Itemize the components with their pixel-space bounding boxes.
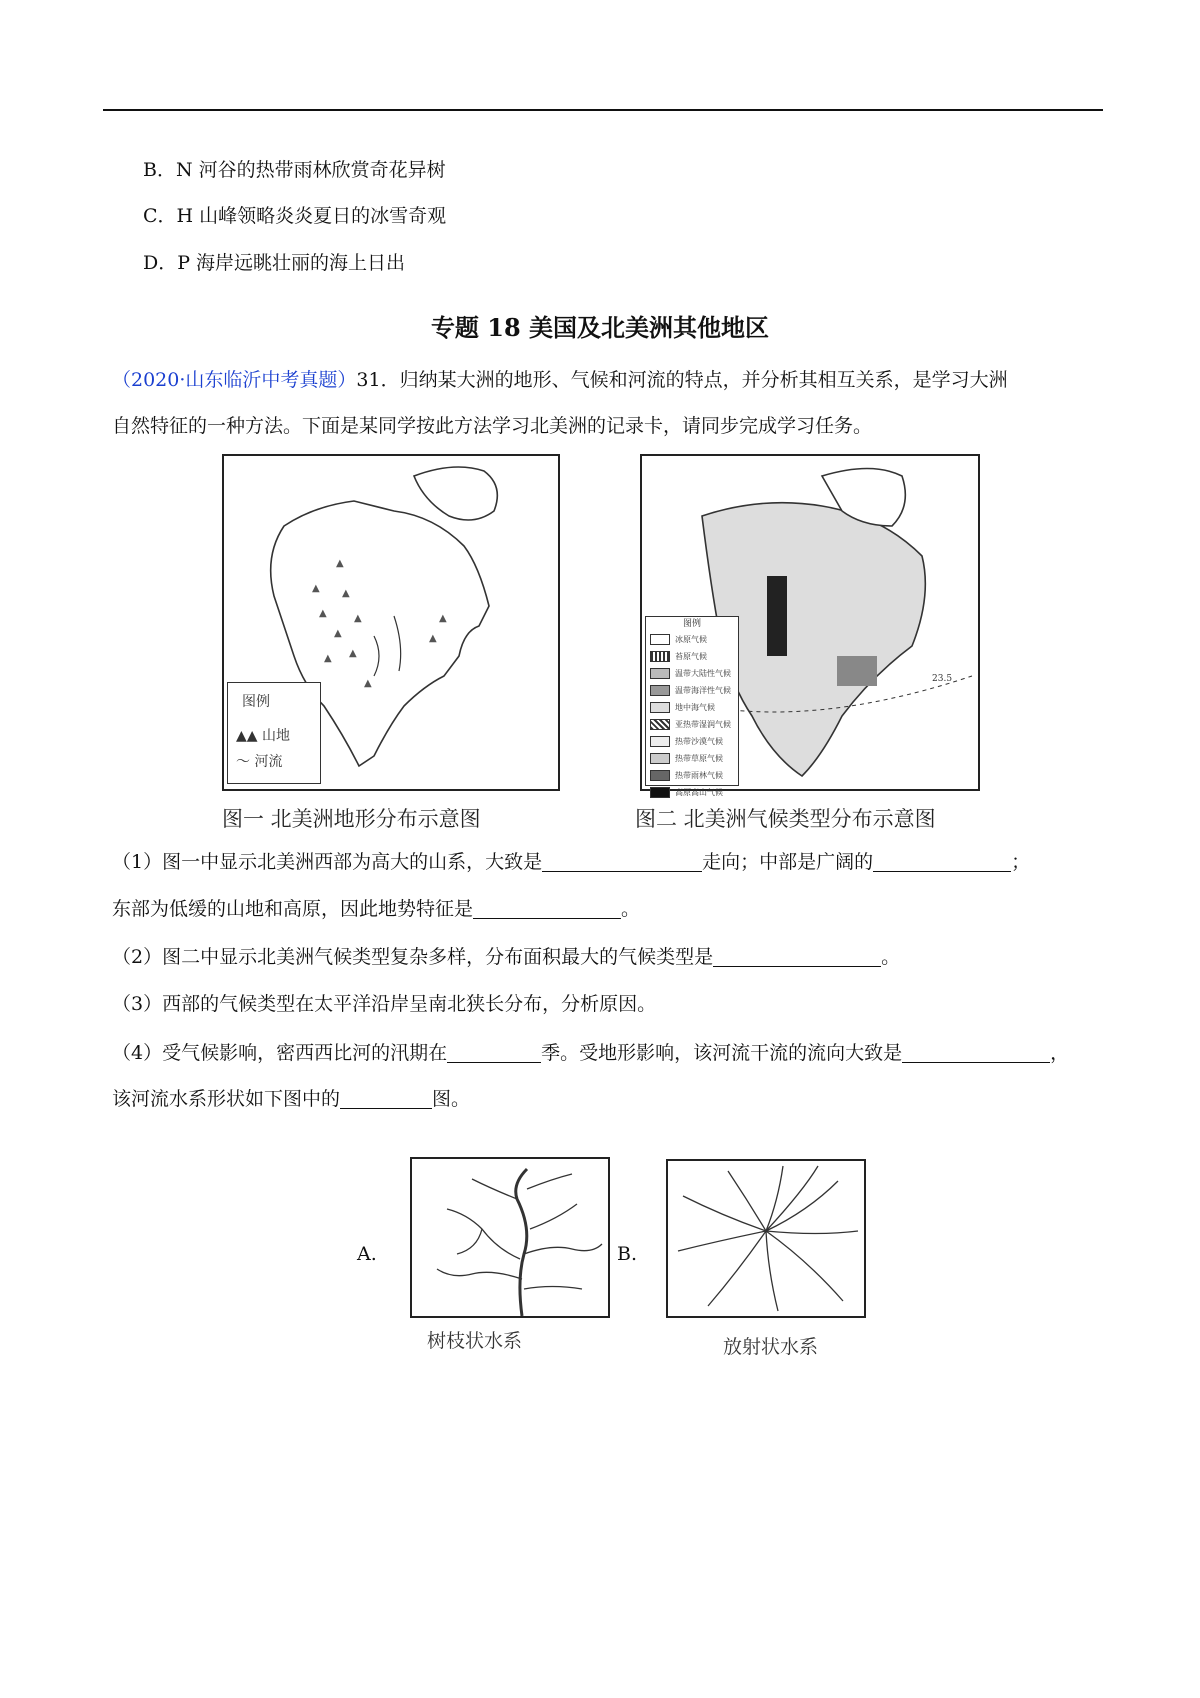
option-d: D．P 海岸远眺壮丽的海上日出 (143, 252, 406, 274)
option-a-caption: 树枝状水系 (427, 1330, 523, 1352)
legend-row (646, 699, 738, 716)
question-stem-1: 31．归纳某大洲的地形、气候和河流的特点，并分析其相互关系，是学习大洲 (356, 369, 1008, 391)
swatch (650, 770, 670, 781)
q1-text-b: 走向；中部是广阔的 (702, 851, 874, 873)
radial-drainage-icon (668, 1161, 864, 1316)
legend-row (646, 682, 738, 699)
svg-text:▲: ▲ (439, 613, 447, 624)
answer-blank[interactable] (542, 849, 702, 872)
dendritic-drainage-figure (410, 1157, 610, 1318)
climate-type: 高原高山气候 (675, 788, 723, 797)
legend-row (646, 750, 738, 767)
section-title: 专题 18 美国及北美洲其他地区 (430, 313, 770, 342)
swatch (650, 736, 670, 747)
question-source: （2020·山东临沂中考真题） (112, 369, 357, 391)
question-4-line2 (112, 1085, 470, 1113)
svg-text:▲: ▲ (349, 648, 357, 659)
figure2-legend-title: 图例 (682, 619, 701, 629)
climate-type: 苔原气候 (675, 652, 707, 661)
climate-type: 温带大陆性气候 (675, 669, 731, 678)
question-stem-2: 自然特征的一种方法。下面是某同学按此方法学习北美洲的记录卡，请同步完成学习任务。 (112, 415, 873, 437)
swatch (650, 753, 670, 764)
dendritic-drainage-icon (412, 1159, 608, 1316)
option-b-label: B. (617, 1243, 638, 1265)
swatch (650, 651, 670, 662)
legend-row (646, 716, 738, 733)
answer-blank[interactable] (873, 849, 1011, 872)
figure1-legend-title: 图例 (242, 694, 270, 710)
option-a-label: A. (357, 1243, 377, 1265)
q4-text-a: （4）受气候影响，密西西比河的汛期在 (112, 1042, 448, 1064)
answer-blank[interactable] (447, 1040, 541, 1063)
legend-row (646, 665, 738, 682)
svg-text:▲: ▲ (354, 613, 362, 624)
answer-blank[interactable] (340, 1086, 432, 1109)
svg-text:▲: ▲ (324, 653, 332, 664)
svg-text:▲: ▲ (312, 583, 320, 594)
svg-text:▲: ▲ (319, 608, 327, 619)
swatch (650, 668, 670, 679)
figure1-terrain-map (222, 454, 560, 791)
q4-text-e: 图。 (432, 1088, 471, 1110)
q4-text-b: 季。受地形影响，该河流干流的流向大致是 (541, 1042, 903, 1064)
climate-type: 地中海气候 (675, 703, 715, 712)
q4-text-d: 该河流水系形状如下图中的 (112, 1088, 341, 1110)
q1-text-c: ； (1011, 851, 1031, 873)
swatch (650, 787, 670, 798)
q2-text-b: 。 (881, 946, 901, 968)
swatch (650, 702, 670, 713)
question-2 (112, 943, 900, 971)
figure2-climate-map (640, 454, 980, 797)
q1-text-a: （1）图一中显示北美洲西部为高大的山系，大致是 (112, 851, 543, 873)
figure1-caption: 图一 北美洲地形分布示意图 (222, 807, 481, 831)
legend-row (646, 733, 738, 750)
river-icon: ～ (236, 754, 250, 770)
q4-text-c: ， (1050, 1042, 1070, 1064)
question-1-line1 (112, 848, 1030, 876)
svg-text:▲: ▲ (334, 628, 342, 639)
answer-blank[interactable] (902, 1040, 1050, 1063)
question-1-line2 (112, 895, 640, 923)
option-b-caption: 放射状水系 (723, 1336, 819, 1358)
mountain-icon: ▲▲ (236, 728, 258, 744)
q1-text-d: 东部为低缓的山地和高原，因此地势特征是 (112, 898, 474, 920)
swatch (650, 719, 670, 730)
q2-text-a: （2）图二中显示北美洲气候类型复杂多样，分布面积最大的气候类型是 (112, 946, 714, 968)
svg-text:▲: ▲ (342, 588, 350, 599)
legend-row (646, 784, 738, 801)
question-4-line1 (112, 1039, 1069, 1067)
climate-type: 热带沙漠气候 (675, 737, 723, 746)
svg-text:▲: ▲ (429, 633, 437, 644)
climate-type: 热带草原气候 (675, 754, 723, 763)
answer-blank[interactable] (713, 944, 881, 967)
figure1-legend-river: 河流 (254, 754, 283, 770)
option-c: C．H 山峰领略炎炎夏日的冰雪奇观 (143, 205, 447, 227)
legend-row (646, 631, 738, 648)
climate-type: 热带雨林气候 (675, 771, 723, 780)
figure2-caption: 图二 北美洲气候类型分布示意图 (635, 807, 936, 831)
figure1-legend-mountain: 山地 (262, 728, 290, 744)
option-b: B．N 河谷的热带雨林欣赏奇花异树 (143, 159, 446, 181)
legend-row (646, 767, 738, 784)
question-3: （3）西部的气候类型在太平洋沿岸呈南北狭长分布，分析原因。 (112, 993, 657, 1015)
question-stem-line1 (112, 366, 1008, 394)
figure2-legend (645, 616, 739, 797)
q1-text-e: 。 (621, 898, 641, 920)
header-rule (103, 109, 1103, 111)
figure1-legend (227, 682, 321, 784)
lat-label: 23.5 (932, 674, 953, 684)
swatch (650, 685, 670, 696)
svg-text:▲: ▲ (336, 558, 344, 569)
radial-drainage-figure (666, 1159, 866, 1318)
svg-text:▲: ▲ (364, 678, 372, 689)
legend-row (646, 648, 738, 665)
swatch (650, 634, 670, 645)
climate-type: 温带海洋性气候 (675, 686, 731, 695)
answer-blank[interactable] (473, 896, 621, 919)
climate-type: 亚热带湿润气候 (675, 720, 731, 729)
climate-type: 冰原气候 (675, 635, 707, 644)
